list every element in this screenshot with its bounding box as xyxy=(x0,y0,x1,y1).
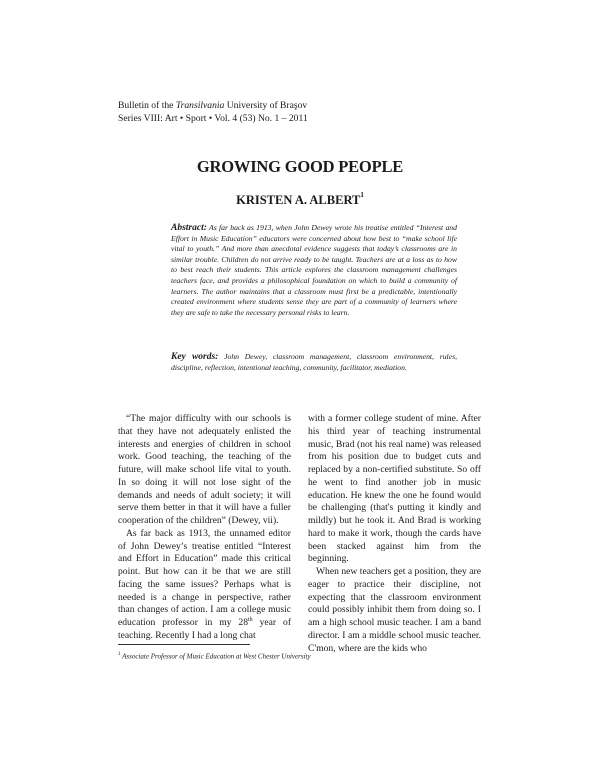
body-paragraph: When new teachers get a position, they are eager to practice their discipline, not expecting that the classroom environment could possibly inhibit them from doing so. I am a high school music teacher. I am a band director. I am a middle school music teacher. C'mon, where are the kids who xyxy=(308,566,481,654)
journal-header-line1 xyxy=(118,100,308,113)
ordinal-suffix: th xyxy=(248,616,253,623)
journal-suffix: University of Braşov xyxy=(224,100,308,111)
author-name: KRISTEN A. ALBERT xyxy=(236,193,361,207)
journal-prefix: Bulletin of the xyxy=(118,100,176,111)
abstract xyxy=(171,223,457,318)
keywords xyxy=(171,352,457,373)
author-line xyxy=(0,193,600,208)
keywords-label: Key words: xyxy=(171,352,219,362)
footnote-text: Associate Professor of Music Education at West Chester University xyxy=(120,652,311,661)
footnote xyxy=(118,652,478,660)
journal-series: Series VIII: Art • Sport • Vol. 4 (53) No. 1 – 2011 xyxy=(118,112,308,124)
body-paragraph: “The major difficulty with our schools is that they have not adequately enlisted the interests and energies of children in school work. Good teaching, the teaching of the future, will make school life vital to youth. In so doing it will not lose sight of the demands and needs of adult society; it will serve them better in that it will have a fuller cooperation of the children” (Dewey, vii). xyxy=(118,413,291,526)
article-title: GROWING GOOD PEOPLE xyxy=(196,157,404,176)
journal-name: Transilvania xyxy=(175,100,225,111)
footnote-divider xyxy=(118,644,250,645)
body-column-left xyxy=(118,413,291,643)
journal-header xyxy=(118,100,308,125)
author-footnote-mark[interactable]: 1 xyxy=(360,191,364,199)
body-text: As far back as 1913, the unnamed editor of John Dewey’s treatise entitled “Interest and Effort in Education” made this critical point. But how can it be that we are still facing the same issues? Perhaps what is needed is a change in perspective, rather than changes of action. I am a college music education professor in my 28 xyxy=(118,527,291,628)
footnote-mark: 1 xyxy=(118,652,121,657)
abstract-label: Abstract: xyxy=(171,223,207,233)
body-text: year of teaching. Recently I had a long chat xyxy=(118,617,292,641)
keywords-text: John Dewey, classroom management, classroom environment, rules, discipline, reflection, intentional teaching, community, facilitator, mediation. xyxy=(171,352,457,372)
body-column-right xyxy=(308,413,481,655)
abstract-text: As far back as 1913, when John Dewey wrote his treatise entitled “Interest and Effort in Music Education” educators were concerned about how best to “make school life vital to youth.” And more than anecdotal evidence suggests that today’s classrooms are in similar trouble. Children do not arrive ready to be taught. Teachers are at a loss as to how to best reach their students. This article explores the classroom management challenges teachers face, and provides a philosophical foundation on which to build a community of learners. The author maintains that a classroom must first be a predictable, intentionally created environment where students sense they are part of a community of learners where they are safe to take the necessary personal risks to learn. xyxy=(171,223,457,317)
body-paragraph: with a former college student of mine. After his third year of teaching instrumental music, Brad (not his real name) was released from his position due to budget cuts and replaced by a non-certified substitute. So off he went to find another job in music education. He knew the one he found would be challenging (that's putting it kindly and mildly) but he took it. And Brad is working hard to make it work, though the cards have been stacked against him from the beginning. xyxy=(308,413,481,565)
body-paragraph xyxy=(118,528,291,643)
